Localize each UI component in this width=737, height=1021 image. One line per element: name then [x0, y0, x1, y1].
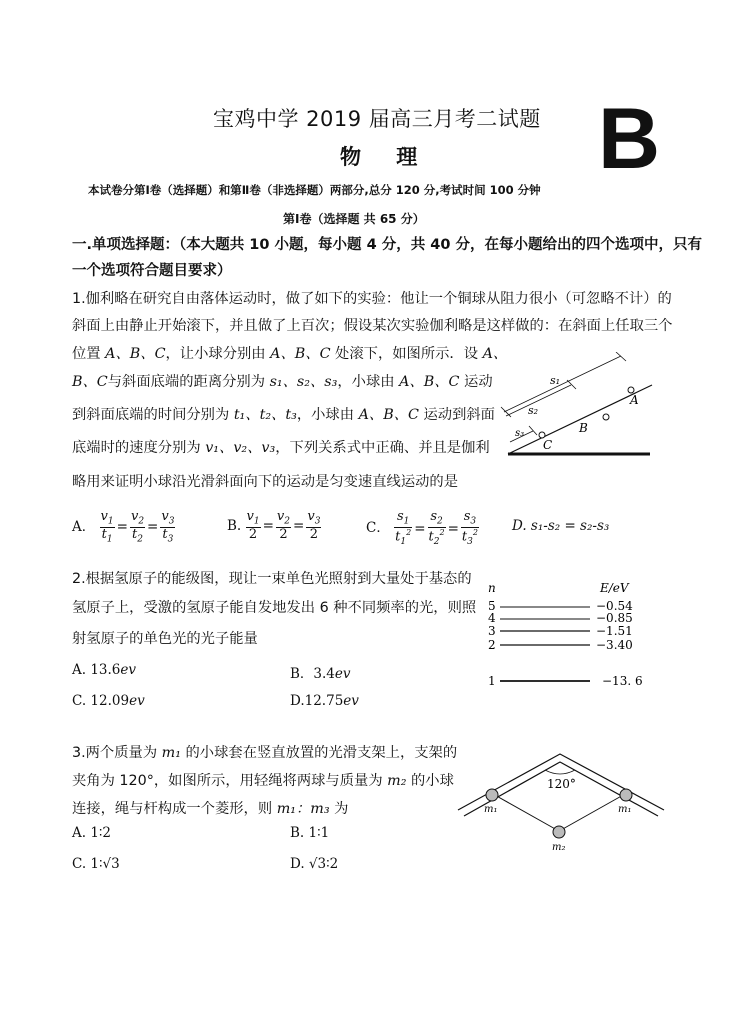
- q2-option-c[interactable]: C. 12.09ev: [72, 693, 145, 709]
- level-2-e: −3.40: [596, 638, 633, 652]
- q1-line4: B、C与斜面底端的距离分别为 s₁、s₂、s₃，小球由 A、B、C 运动: [72, 374, 493, 390]
- label-s3: s₃: [515, 428, 525, 439]
- q2-option-b[interactable]: B．3.4ev: [290, 666, 351, 682]
- section-heading-line1: 一.单项选择题：（本大题共 10 小题，每小题 4 分，共 40 分，在每小题给出的四个选项中，只有: [72, 237, 702, 253]
- q1-option-b[interactable]: B. $\frac{v_1}{2}$ = $\frac{v_2}{2}$ = $\frac{v_3}{2}$: [227, 509, 321, 542]
- label-m1-left: m₁: [484, 804, 498, 815]
- q3-line3: 连接，绳与杆构成一个菱形，则 m₁：m₃ 为: [72, 801, 349, 817]
- exam-note: 本试卷分第Ⅰ卷（选择题）和第Ⅱ卷（非选择题）两部分,总分 120 分,考试时间 100 分钟: [88, 183, 541, 197]
- ball-m1-left: [486, 789, 498, 801]
- q1-line5: 到斜面底端的时间分别为 t₁、t₂、t₃，小球由 A、B、C 运动到斜面: [72, 407, 495, 423]
- ball-B: [603, 414, 609, 420]
- label-s2: s₂: [528, 404, 539, 417]
- level-2-n: 2: [488, 638, 496, 652]
- label-m2: m₂: [552, 842, 566, 853]
- label-C: C: [543, 438, 553, 452]
- q2-energy-level-figure: [480, 580, 650, 695]
- angle-label: 120°: [547, 777, 576, 791]
- label-B: B: [579, 421, 588, 435]
- q1-incline-figure: [486, 352, 656, 460]
- q2-option-a[interactable]: A. 13.6ev: [72, 662, 137, 678]
- level-4-n: 4: [488, 611, 496, 625]
- ball-m1-right: [620, 789, 632, 801]
- subject-title: 物 理: [340, 145, 432, 169]
- exam-title: 宝鸡中学 2019 届高三月考二试题: [213, 107, 541, 131]
- q3-option-d[interactable]: D. √3∶2: [290, 856, 339, 872]
- label-energy: E/eV: [600, 581, 629, 595]
- q1-line6: 底端时的速度分别为 v₁、v₂、v₃，下列关系式中正确、并且是伽利: [72, 440, 490, 456]
- label-A: A: [630, 393, 639, 407]
- q2-line3: 射氢原子的单色光的光子能量: [72, 631, 258, 647]
- rope-left: [493, 794, 557, 830]
- q1-line2: 斜面上由静止开始滚下，并且做了上百次；假设某次实验伽利略是这样做的：在斜面上任取三个: [72, 318, 673, 334]
- version-mark: B: [598, 91, 661, 187]
- section-heading-line2: 一个选项符合题目要求）: [72, 263, 232, 279]
- q3-line2: 夹角为 120°，如图所示，用轻绳将两球与质量为 m₂ 的小球: [72, 773, 454, 789]
- q2-line1: 2.根据氢原子的能级图，现让一束单色光照射到大量处于基态的: [72, 571, 472, 587]
- label-m1-right: m₁: [618, 804, 632, 815]
- label-n: n: [488, 581, 496, 595]
- level-1-n: 1: [488, 674, 496, 688]
- q3-option-b[interactable]: B. 1∶1: [290, 825, 330, 841]
- level-4-e: −0.85: [596, 611, 633, 625]
- q2-line2: 氢原子上，受激的氢原子能自发地发出 6 种不同频率的光，则照: [72, 600, 477, 616]
- level-1-e: −13. 6: [602, 674, 643, 688]
- label-s1: s₁: [550, 374, 561, 387]
- q2-option-d[interactable]: D.12.75ev: [290, 693, 359, 709]
- level-3-e: −1.51: [596, 624, 633, 638]
- level-3-n: 3: [488, 624, 496, 638]
- q3-option-c[interactable]: C. 1∶√3: [72, 856, 120, 872]
- ball-m2: [553, 826, 565, 838]
- q1-line3: 位置 A、B、C，让小球分别由 A、B、C 处滚下，如图所示．设 A、: [72, 346, 508, 362]
- q1-option-c[interactable]: C． $\frac{s_1}{t_1^2}$ = $\frac{s_2}{t_2^2}$ = $\frac{s_3}{t_3^2}$: [366, 509, 478, 547]
- dim-line-s1: [504, 356, 621, 412]
- q1-option-a[interactable]: A． $\frac{v_1}{t_1}$ = $\frac{v_2}{t_2}$ = $\frac{v_3}{t_3}$: [72, 509, 175, 545]
- q3-line1: 3.两个质量为 m₁ 的小球套在竖直放置的光滑支架上，支架的: [72, 745, 458, 761]
- q3-option-a[interactable]: A. 1∶2: [72, 825, 112, 841]
- dim-line-s2: [506, 385, 571, 416]
- q1-line1: 1.伽利略在研究自由落体运动时，做了如下的实验：他让一个铜球从阻力很小（可忽略不计）的: [72, 291, 672, 307]
- q1-option-d[interactable]: D. s₁-s₂ = s₂-s₃: [512, 518, 610, 534]
- q3-rhombus-figure: [456, 748, 668, 858]
- level-5-n: 5: [488, 599, 496, 613]
- rope-right: [561, 794, 625, 830]
- level-5-e: −0.54: [596, 599, 633, 613]
- q1-line7: 略用来证明小球沿光滑斜面向下的运动是匀变速直线运动的是: [72, 474, 459, 490]
- volume-heading: 第Ⅰ卷（选择题 共 65 分）: [283, 212, 425, 226]
